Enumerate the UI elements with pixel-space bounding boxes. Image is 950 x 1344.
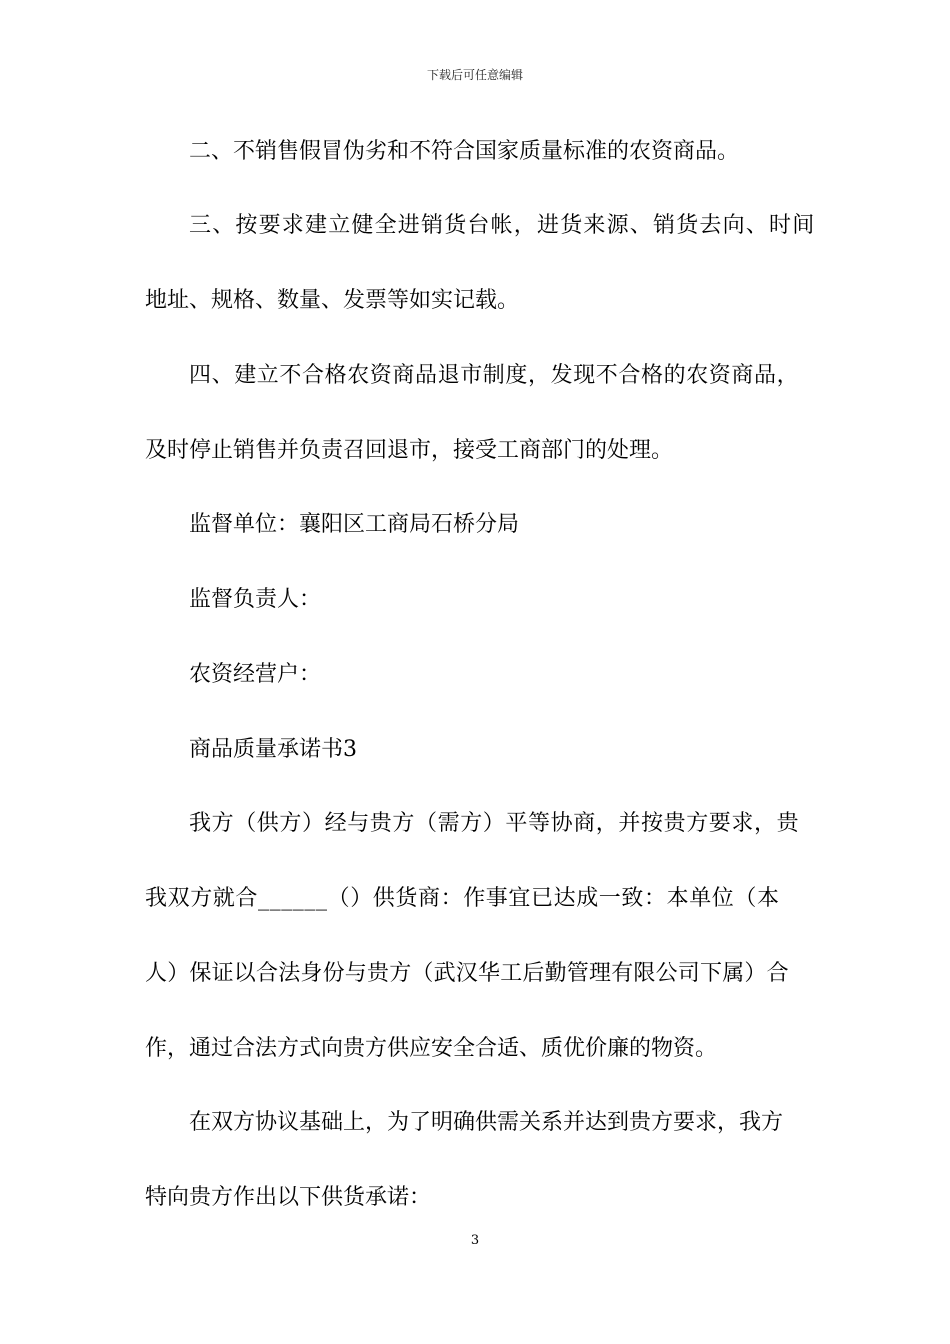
paragraph-line: 我双方就合______（）供货商：作事宜已达成一致：本单位（本 [145,886,780,911]
paragraph-line: 监督单位：襄阳区工商局石桥分局 [189,512,520,537]
page-number: 3 [470,1233,480,1248]
paragraph-line: 农资经营户： [189,662,322,687]
paragraph-line: 在双方协议基础上，为了明确供需关系并达到贵方要求，我方 [189,1110,784,1135]
section-title: 商品质量承诺书3 [189,737,357,762]
paragraph-line: 四、建立不合格农资商品退市制度，发现不合格的农资商品， [189,363,800,388]
paragraph-line: 监督负责人： [189,587,322,612]
paragraph-line: 三、按要求建立健全进销货台帐，进货来源、销货去向、时间 [189,213,816,238]
paragraph-line: 地址、规格、数量、发票等如实记载。 [145,288,520,313]
paragraph-line: 作，通过合法方式向贵方供应安全合适、质优价廉的物资。 [145,1036,718,1061]
paragraph-line: 人）保证以合法身份与贵方（武汉华工后勤管理有限公司下属）合 [145,961,789,986]
paragraph-line: 我方（供方）经与贵方（需方）平等协商，并按贵方要求，贵 [189,811,800,836]
header-note: 下载后可任意编辑 [426,68,523,82]
paragraph-line: 及时停止销售并负责召回退市，接受工商部门的处理。 [145,438,674,463]
paragraph-line: 二、不销售假冒伪劣和不符合国家质量标准的农资商品。 [189,139,740,164]
paragraph-line: 特向贵方作出以下供货承诺： [145,1185,432,1210]
